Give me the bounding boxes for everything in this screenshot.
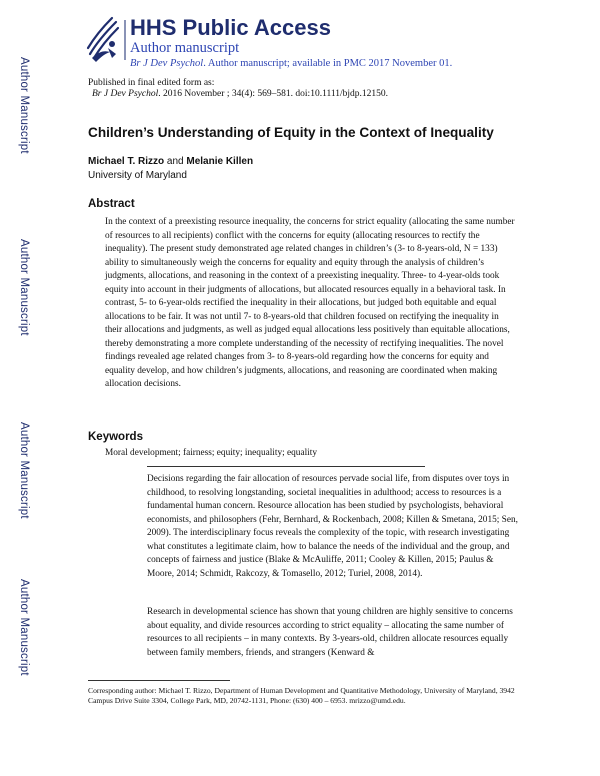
journal-name: Br J Dev Psychol [130, 58, 204, 69]
affiliation: University of Maryland [88, 170, 187, 181]
hhs-eagle-logo-icon [82, 14, 122, 66]
keywords-text: Moral development; fairness; equity; inequality; equality [105, 448, 317, 458]
sidebar-label-4 [17, 562, 31, 692]
footnote-text: Corresponding author: Michael T. Rizzo, Department of Human Development and Quantitative Methodology, University of Maryland, 3942 Campus Drive Suite 3304, College Park, MD, 20742-1131, Phone: (630) 400 – 6953. mrizzo@umd.edu. [88, 686, 515, 705]
abstract-heading: Abstract [88, 198, 135, 210]
publication-citation: . 2016 November ; 34(4): 569–581. doi:10.1111/bjdp.12150. [158, 89, 389, 99]
sidebar-label-text: Author Manuscript [18, 56, 30, 154]
publication-details [92, 89, 388, 101]
keywords-heading: Keywords [88, 431, 143, 443]
sidebar-label-2 [17, 222, 31, 352]
sidebar-label-text: Author Manuscript [18, 421, 30, 519]
body-paragraph-1: Decisions regarding the fair allocation of resources pervade social life, from disputes over toys in childhood, to resolving longstanding, societal inequalities in adulthood; access to resources is a fundamental human concern. Resource allocation has been studied by psychologists, behavioral economists, and philosophers (Fehr, Bernhard, & Rockenbach, 2008; Killen & Smetana, 2015; Sen, 2009). The interdisciplinary focus reveals the complexity of the topic, with research investigating what constitutes a legitimate claim, how to balance the needs of the individual and the group, and concepts of fairness and justice (Blake & McAuliffe, 2011; Cooley & Killen, 2015; Paulus & Moore, 2014; Schmidt, Rakcozy, & Tomasello, 2012; Turiel, 2008, 2014). [147, 474, 518, 579]
availability-text: . Author manuscript; available in PMC 2017 November 01. [203, 58, 453, 69]
sidebar-label-text: Author Manuscript [18, 238, 30, 336]
section-divider [147, 466, 425, 467]
header-divider [124, 20, 126, 60]
header [82, 14, 562, 74]
journal-availability [130, 57, 452, 70]
publication-journal: Br J Dev Psychol [92, 89, 159, 99]
article-title: Children’s Understanding of Equity in the Context of Inequality [88, 125, 494, 140]
sidebar-label-text: Author Manuscript [18, 578, 30, 676]
author-name: Melanie Killen [186, 156, 254, 167]
abstract-text: In the context of a preexisting resource inequality, the concerns for strict equality (allocating the same number of resources to all recipients) conflict with the concerns for equity (allocating resources to rectify the inequality). The present study demonstrated age related changes in children’s (3- to 8-years-old, N = 133) ability to simultaneously weigh the concerns for equality and equity through the analysis of children’s judgments, allocations, and reasoning in the context of a preexisting inequality. Three- to 4-year-olds took equity into account in their judgments of allocations, but allocated resources equally in a behavioral task. In contrast, 5- to 6-year-olds rectified the inequality in their allocations, but judged both equitable and equal allocations to be fair. It was not until 7- to 8-years-old that children focused on rectifying the inequality in their allocations and judgments, as well as judged equal allocations less positively than equitable allocations, thereby demonstrating a more complete understanding of the necessity of rectifying inequalities. The novel findings revealed age related changes from 3- to 8-years-old regarding how the concerns for equity and equality develop, and how children’s judgments, allocations, and reasoning are coordinated when making allocation decisions. [105, 217, 515, 389]
sidebar-label-3 [17, 405, 31, 535]
hhs-public-access-title: HHS Public Access [130, 15, 331, 40]
author-manuscript-subtitle: Author manuscript [130, 40, 240, 56]
sidebar-label-1 [17, 40, 31, 170]
body-paragraph-2: Research in developmental science has shown that young children are highly sensitive to concerns about equality, and divide resources according to strict equality – allocating the same number of resources to all recipients – in many contexts. By 3-years-old, children allocate resources equally between family members, friends, and strangers (Kenward & [147, 607, 513, 658]
footnote-divider [88, 680, 230, 681]
published-label: Published in final edited form as: [88, 78, 215, 88]
article-authors [88, 156, 253, 168]
author-conjunction: and [164, 156, 187, 167]
author-name: Michael T. Rizzo [88, 156, 165, 167]
